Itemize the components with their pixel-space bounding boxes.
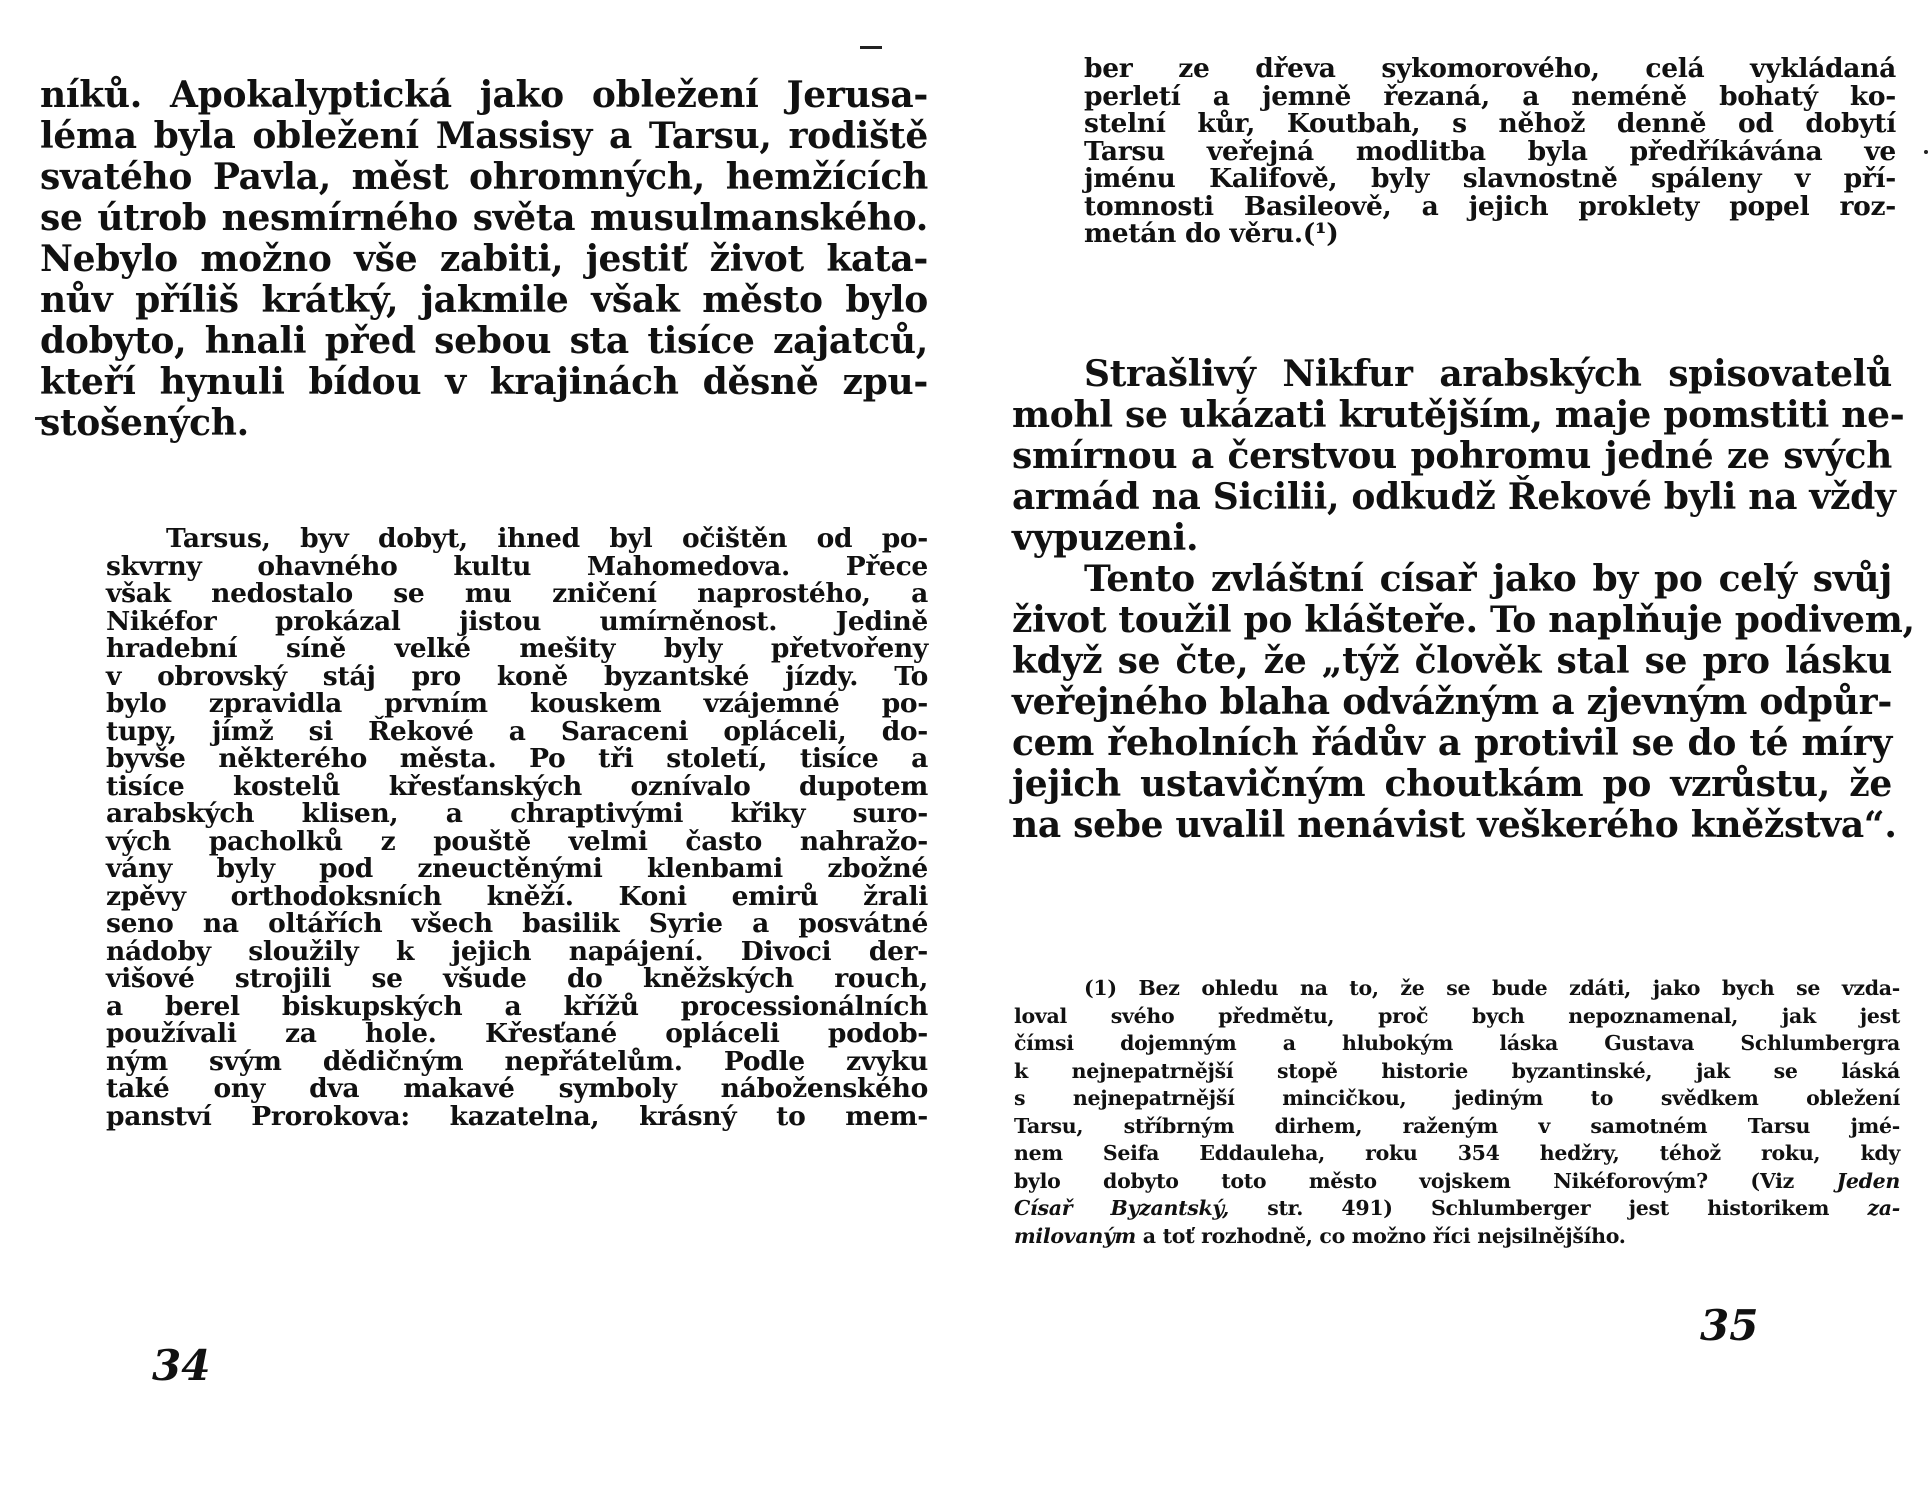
left-main-text: [40, 75, 928, 444]
text-line: vých pacholků z pouště velmi často nahražo-: [106, 825, 928, 857]
text-line: jejich ustavičným choutkám po vzrůstu, že: [1012, 763, 1892, 805]
text-line: život toužil po klášteře. To naplňuje podivem,: [1012, 599, 1915, 641]
text-line: používali za hole. Křesťané opláceli podob-: [106, 1018, 928, 1049]
text-line: ným svým dědičným nepřátelům. Podle zvyku: [106, 1045, 928, 1077]
text-line: Nikéfor prokázal jistou umírněnost. Jedině: [106, 605, 928, 637]
text-line: mohl se ukázati krutějším, maje pomstiti ne-: [1012, 394, 1905, 436]
page-number: 35: [1700, 1301, 1759, 1350]
text-line: nádoby sloužily k jejich napájení. Divoci der-: [106, 935, 928, 967]
text-line: arabských klisen, a chraptivými křiky suro-: [106, 798, 928, 829]
text-line: tomnosti Basileově, a jejich proklety popel roz-: [1084, 190, 1896, 222]
text-line: níků. Apokalyptická jako obležení Jerusa-: [40, 74, 928, 116]
right-quote-text: [1084, 55, 1896, 248]
text-line: tisíce kostelů křesťanských oznívalo dupotem: [106, 770, 928, 802]
text-line: vypuzeni.: [1012, 517, 1199, 559]
text-line: se útrob nesmírného světa musulmanského.: [40, 197, 928, 239]
text-line: smírnou a čerstvou pohromu jedné ze svých: [1012, 435, 1892, 477]
text-line: léma byla obležení Massisy a Tarsu, rodiště: [40, 115, 928, 157]
text-line: čímsi dojemným a hlubokým láska Gustava Schlumbergra: [1014, 1031, 1900, 1055]
right-page: [964, 0, 1928, 1500]
text-line: bylo zpravidla prvním kouskem vzájemné po-: [106, 688, 928, 719]
text-line: stelní kůr, Koutbah, s něhož denně od dobytí: [1084, 108, 1896, 139]
text-line: [1014, 1195, 1900, 1223]
text-line: byvše některého města. Po tři století, tisíce a: [106, 743, 928, 774]
text-line: Nebylo možno vše zabiti, jestiť život kata-: [40, 238, 928, 280]
text-line: perletí a jemně řezaná, a neméně bohatý ko-: [1084, 80, 1896, 112]
print-mark: [860, 46, 882, 49]
text-line: [1014, 1223, 1900, 1251]
text-line: cem řeholních řádův a protivil se do té míry: [1012, 722, 1892, 764]
text-line: když se čte, že „týž člověk stal se pro lásku: [1012, 640, 1892, 682]
text-line: seno na oltářích všech basilik Syrie a posvátné: [106, 908, 928, 939]
text-line: (1) Bez ohledu na to, že se bude zdáti, jako bych se vzda-: [1084, 976, 1900, 1000]
text-line: v obrovský stáj pro koně byzantské jízdy. To: [106, 660, 928, 692]
text-fragment: bylo dobyto toto město vojskem Nikéforovým? (Viz: [1014, 1168, 1794, 1193]
text-line: na sebe uvalil nenávist veškerého kněžstva“.: [1012, 804, 1897, 846]
book-title-fragment: Jeden: [1836, 1168, 1900, 1193]
text-line: Tento zvláštní císař jako by po celý svůj: [1084, 558, 1892, 600]
text-line: skvrny ohavného kultu Mahomedova. Přece: [106, 550, 928, 582]
text-fragment: str. 491) Schlumberger jest historikem: [1228, 1196, 1830, 1220]
text-line: také ony dva makavé symboly náboženského: [106, 1073, 928, 1104]
text-line: hradební síně velké mešity byly přetvořeny: [106, 633, 928, 664]
book-title-fragment: Císař Byzantský,: [1014, 1196, 1229, 1220]
text-line: nův příliš krátký, jakmile však město bylo: [40, 279, 928, 321]
text-line: k nejnepatrnější stopě historie byzantinské, jak se láská: [1014, 1058, 1900, 1083]
text-line: metán do věru.(¹): [1084, 218, 1339, 249]
text-line: Tarsu veřejná modlitba byla předříkávána ve: [1084, 135, 1896, 167]
text-line: svatého Pavla, měst ohromných, hemžících: [40, 156, 928, 198]
text-line: s nejnepatrnější mincičkou, jediným to svědkem obležení: [1014, 1086, 1900, 1110]
text-line: vány byly pod zneuctěnými klenbami zbožné: [106, 853, 928, 884]
text-line: veřejného blaha odvážným a zjevným odpůr-: [1012, 681, 1892, 723]
text-line: Strašlivý Nikfur arabských spisovatelů: [1084, 353, 1892, 395]
text-line: stošených.: [40, 402, 249, 444]
footnote: [1014, 975, 1900, 1250]
text-line: však nedostalo se mu zničení naprostého, a: [106, 578, 928, 609]
text-line: jménu Kalifově, byly slavnostně spáleny v pří-: [1084, 163, 1896, 194]
text-line: višové strojili se všude do kněžských rouch,: [106, 963, 928, 994]
text-fragment: a toť rozhodně, co možno říci nejsilnějšího.: [1135, 1223, 1626, 1248]
text-line: zpěvy orthodoksních kněží. Koni emirů žrali: [106, 880, 928, 912]
page-number: 34: [152, 1341, 211, 1390]
text-line: ber ze dřeva sykomorového, celá vykládaná: [1084, 53, 1896, 84]
text-line: kteří hynuli bídou v krajinách děsně zpu-: [40, 361, 928, 403]
text-line: tupy, jímž si Řekové a Saraceni opláceli, do-: [106, 715, 928, 747]
text-line: panství Prorokova: kazatelna, krásný to mem-: [106, 1100, 928, 1132]
text-line: loval svého předmětu, proč bych nepoznamenal, jak jest: [1014, 1003, 1900, 1028]
text-line: Tarsus, byv dobyt, ihned byl očištěn od po-: [166, 523, 928, 554]
print-mark: [1924, 150, 1928, 154]
italic-fragment: za-: [1867, 1196, 1900, 1220]
text-line: nem Seifa Eddauleha, roku 354 hedžry, téhož roku, kdy: [1014, 1141, 1900, 1165]
text-line: armád na Sicilii, odkudž Řekové byli na vždy: [1012, 476, 1896, 518]
italic-fragment: milovaným: [1014, 1223, 1136, 1248]
text-line: Tarsu, stříbrným dirhem, raženým v samotném Tarsu jmé-: [1014, 1113, 1900, 1138]
right-main-text: [1012, 353, 1915, 846]
text-line: dobyto, hnali před sebou sta tisíce zajatců,: [40, 320, 928, 362]
left-quote-text: [106, 525, 928, 1130]
text-line: [1014, 1168, 1900, 1196]
text-line: a berel biskupských a křížů processionálních: [106, 990, 928, 1022]
